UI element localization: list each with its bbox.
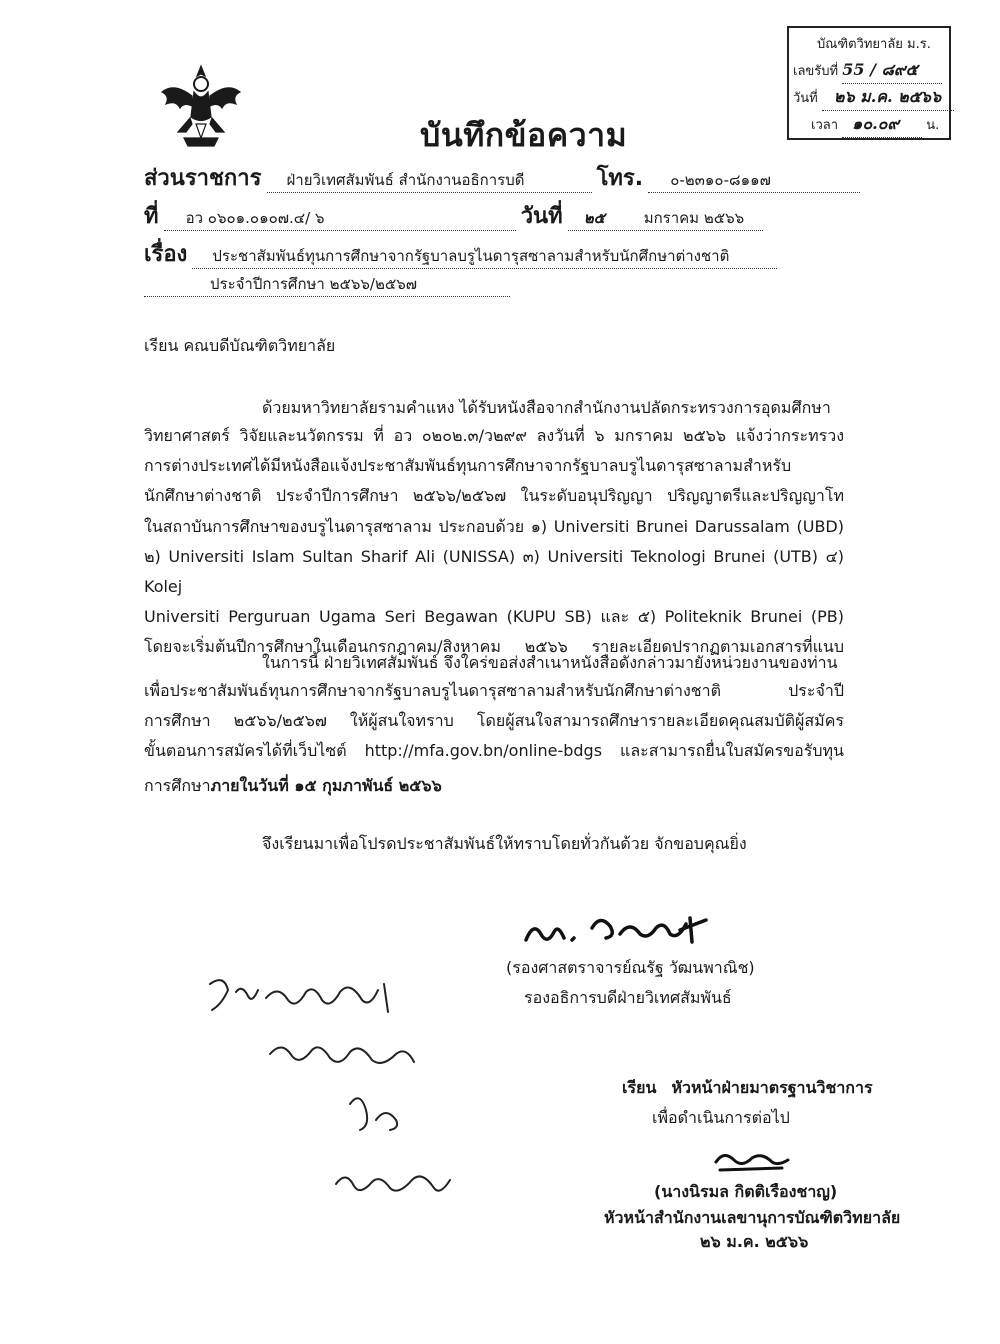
ref-value: อว ๐๖๐๑.๐๑๐๗.๔/ ๖: [164, 206, 516, 231]
p1-line-1: ด้วยมหาวิทยาลัยรามคำแหง ได้รับหนังสือจากสำนักงานปลัดกระทรวงการอุดมศึกษา: [262, 398, 831, 417]
salutation: เรียน คณบดีบัณฑิตวิทยาลัย: [144, 336, 336, 355]
p1-line: นักศึกษาต่างชาติ ประจำปีการศึกษา ๒๕๖๖/๒๕๖๗ ในระดับอนุปริญญา ปริญญาตรีและปริญญาโท: [144, 486, 844, 506]
stamp-received-number: 55 / ๘๙๕: [842, 58, 942, 84]
forward-purpose: เพื่อดำเนินการต่อไป: [652, 1108, 790, 1127]
stamp-time-label: เวลา: [811, 118, 839, 133]
header-ref-row: [144, 198, 763, 233]
p2-last-line: [144, 774, 442, 799]
memo-title: บันทึกข้อความ: [420, 116, 628, 154]
p2-line-1: ในการนี้ ฝ่ายวิเทศสัมพันธ์ จึงใคร่ขอส่งสำเนาหนังสือดังกล่าวมายังหน่วยงานของท่าน: [262, 653, 838, 672]
stamp-date-label: วันที่: [793, 91, 818, 106]
header-subject-row: [144, 236, 777, 271]
department-label: ส่วนราชการ: [144, 166, 262, 191]
paragraph-1: [144, 421, 844, 663]
stamp-time-unit: น.: [926, 118, 940, 133]
received-stamp: [787, 26, 951, 140]
forward-date: ๒๖ ม.ค. ๒๕๖๖: [700, 1232, 809, 1251]
forward-signatory-name: (นางนิรมล กิตติเรืองชาญ): [654, 1182, 838, 1201]
subject-line-1: ประชาสัมพันธ์ทุนการศึกษาจากรัฐบาลบรูไนดารุสซาลามสำหรับนักศึกษาต่างชาติ: [192, 244, 777, 269]
p2-line: ขั้นตอนการสมัครได้ที่เว็บไซต์ http://mfa.gov.bn/online-bdgs และสามารถยื่นใบสมัครขอรับทุน: [144, 741, 844, 761]
p1-line: Universiti Perguruan Ugama Seri Begawan (KUPU SB) และ ๕) Politeknik Brunei (PB): [144, 607, 844, 627]
subject-label: เรื่อง: [144, 242, 188, 267]
signatory-position: รองอธิการบดีฝ่ายวิเทศสัมพันธ์: [524, 988, 732, 1007]
ref-label: ที่: [144, 204, 159, 229]
p1-line: ๒) Universiti Islam Sultan Sharif Ali (UNISSA) ๓) Universiti Teknologi Brunei (UTB) ๔) Kolej: [144, 546, 844, 597]
signature-handwritten: [520, 910, 720, 952]
forward-signatory-position: หัวหน้าสำนักงานเลขานุการบัณฑิตวิทยาลัย: [604, 1208, 901, 1227]
date-label: วันที่: [520, 204, 563, 229]
garuda-emblem: [156, 62, 246, 152]
phone-value: ๐-๒๓๑๐-๘๑๑๗: [648, 168, 860, 193]
p1-line: วิทยาศาสตร์ วิจัยและนวัตกรรม ที่ อว ๐๒๐๒.๓/ว๒๙๙ ลงวันที่ ๖ มกราคม ๒๕๖๖ แจ้งว่ากระทรวง: [144, 426, 844, 445]
closing-sentence: จึงเรียนมาเพื่อโปรดประชาสัมพันธ์ให้ทราบโดยทั่วกันด้วย จักขอบคุณยิ่ง: [262, 834, 747, 853]
stamp-received-label: เลขรับที่: [793, 64, 839, 79]
stamp-time-value: ๑๐.๐๙: [842, 112, 922, 138]
p1-line: โดยจะเริ่มต้นปีการศึกษาในเดือนกรกฎาคม/สิงหาคม ๒๕๖๖ รายละเอียดปรากฏตามเอกสารที่แนบ: [144, 637, 844, 657]
p2-last-prefix: การศึกษา: [144, 776, 211, 795]
header-department-row: [144, 160, 860, 195]
handwritten-note: [200, 970, 460, 1210]
p2-line: การศึกษา ๒๕๖๖/๒๕๖๗ ให้ผู้สนใจทราบ โดยผู้สนใจสามารถศึกษารายละเอียดคุณสมบัติผู้สมัคร: [144, 711, 844, 731]
date-day: ๒๕: [583, 209, 605, 227]
subject-line-2: ประจำปีการศึกษา ๒๕๖๖/๒๕๖๗: [144, 272, 510, 297]
forward-to-row: [622, 1076, 873, 1101]
phone-label: โทร.: [596, 166, 644, 191]
forward-to-label: เรียน: [622, 1078, 657, 1097]
stamp-date-value: ๒๖ ม.ค. ๒๕๖๖: [822, 85, 954, 111]
p1-line: ในสถาบันการศึกษาของบรูไนดารุสซาลาม ประกอบด้วย ๑) Universiti Brunei Darussalam (UBD): [144, 516, 844, 536]
p2-line: เพื่อประชาสัมพันธ์ทุนการศึกษาจากรัฐบาลบรูไนดารุสซาลามสำหรับนักศึกษาต่างชาติ ประจำปี: [144, 681, 844, 700]
paragraph-2: [144, 676, 844, 767]
stamp-office: บัณฑิตวิทยาลัย ม.ร.: [817, 37, 931, 52]
deadline: ภายในวันที่ ๑๕ กุมภาพันธ์ ๒๕๖๖: [210, 776, 442, 795]
forward-to-recipient: หัวหน้าฝ่ายมาตรฐานวิชาการ: [671, 1078, 873, 1097]
signatory-name: (รองศาสตราจารย์ณรัฐ วัฒนพาณิช): [506, 958, 755, 977]
forward-signature: [712, 1144, 792, 1174]
date-month-year: มกราคม ๒๕๖๖: [643, 209, 745, 227]
p1-line: การต่างประเทศได้มีหนังสือแจ้งประชาสัมพันธ์ทุนการศึกษาจากรัฐบาลบรูไนดารุสซาลามสำหรับ: [144, 456, 792, 476]
department-value: ฝ่ายวิเทศสัมพันธ์ สำนักงานอธิการบดี: [267, 168, 592, 193]
